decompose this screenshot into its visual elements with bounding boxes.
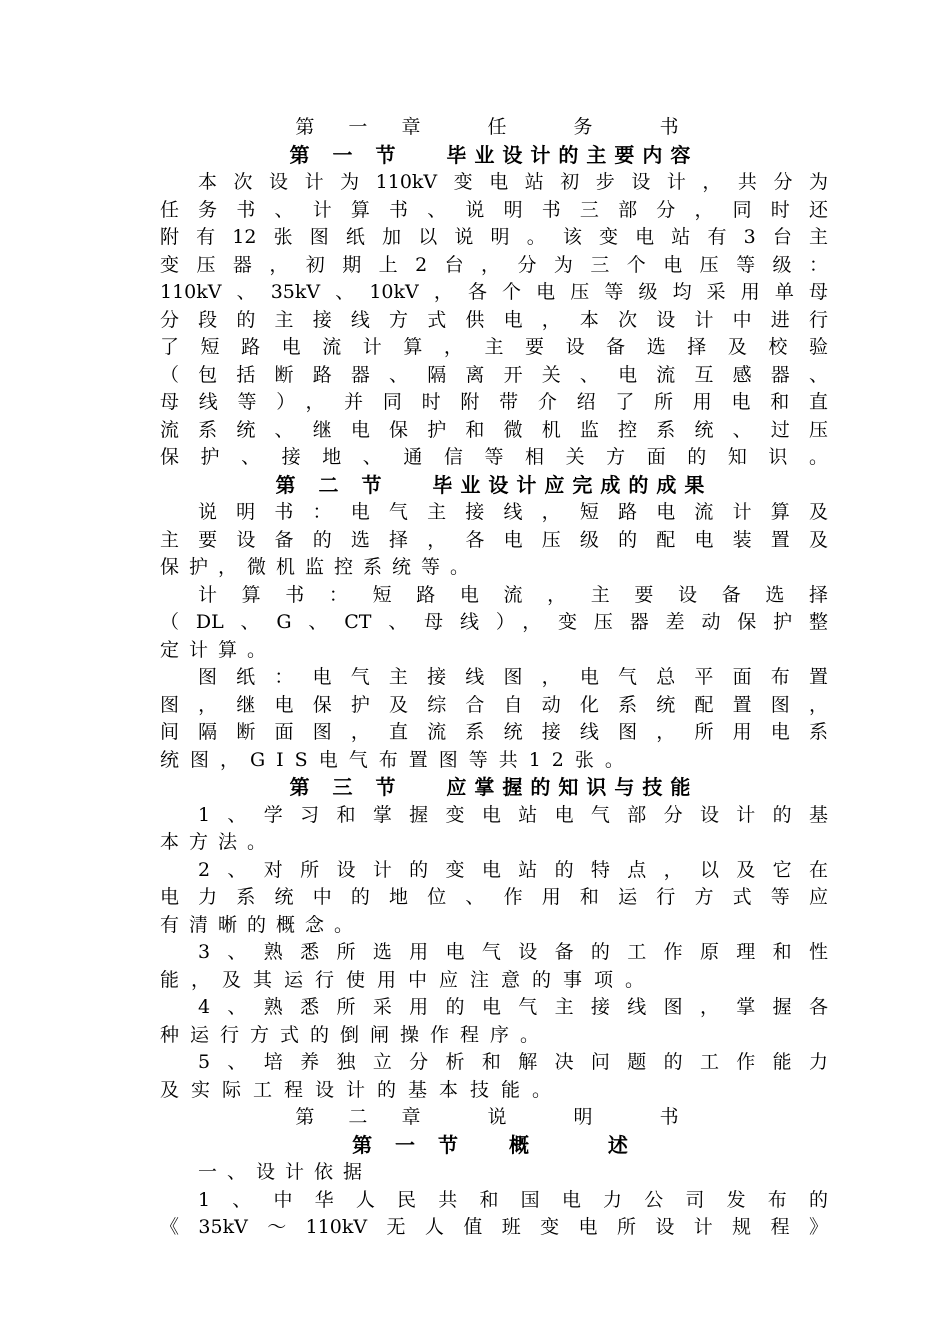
paragraph-line: 计算书：短路电流，主要设备选择 — [198, 583, 828, 606]
paragraph-line: 一、设计依据 — [198, 1161, 373, 1183]
paragraph-line: 统图，GIS电气布置图等共12张。 — [160, 748, 635, 771]
paragraph-line: 5、培养独立分析和解决问题的工作能力 — [198, 1051, 828, 1073]
paragraph-line: 图纸：电气主接线图，电气总平面布置 — [198, 666, 828, 688]
paragraph-line: 定计算。 — [160, 638, 277, 661]
paragraph-line: 1、中华人民共和国电力公司发布的 — [198, 1188, 828, 1211]
paragraph-line: 说明书：电气主接线，短路电流计算及 — [198, 501, 828, 523]
paragraph-line: 种运行方式的倒闸操作程序。 — [160, 1023, 551, 1046]
section-3-title: 第 三 节 应掌握的知识与技能 — [289, 775, 699, 799]
paragraph-line: 变压器，初期上2台，分为三个电压等级： — [160, 253, 828, 276]
paragraph-line: 能，及其运行使用中应注意的事项。 — [160, 968, 657, 991]
chapter-2-title: 第 二 章 说 明 书 — [295, 1106, 693, 1128]
paragraph-line: 《35kV～110kV无人值班变电所设计规程》 — [160, 1216, 828, 1238]
paragraph-line: 电力系统中的地位、作用和运行方式等应 — [160, 886, 828, 908]
section-4-title: 第 一 节 概 述 — [352, 1132, 636, 1157]
chapter-1-title: 第 一 章 任 务 书 — [295, 116, 693, 138]
paragraph-line: 4、熟悉所采用的电气主接线图，掌握各 — [198, 996, 828, 1018]
paragraph-line: 及实际工程设计的基本技能。 — [160, 1078, 564, 1101]
paragraph-line: 了短路电流计算，主要设备选择及校验 — [160, 336, 828, 358]
paragraph-line: 本方法。 — [160, 831, 277, 853]
paragraph-line: 母线等），并同时附带介绍了所用电和直 — [160, 391, 828, 413]
paragraph-line: 保护、接地、通信等相关方面的知识。 — [160, 446, 828, 468]
paragraph-line: 1、学习和掌握变电站电气部分设计的基 — [198, 803, 828, 826]
paragraph-line: （包括断路器、隔离开关、电流互感器、 — [160, 363, 828, 386]
paragraph-line: 110kV、35kV、10kV，各个电压等级均采用单母 — [160, 281, 828, 303]
paragraph-line: 附有12张图纸加以说明。该变电站有3台主 — [160, 226, 828, 248]
paragraph-line: 本次设计为110kV变电站初步设计，共分为 — [198, 171, 828, 193]
section-1-title: 第 一 节 毕业设计的主要内容 — [289, 142, 699, 167]
paragraph-line: 分段的主接线方式供电，本次设计中进行 — [160, 308, 828, 331]
paragraph-line: 图，继电保护及综合自动化系统配置图， — [160, 693, 828, 716]
paragraph-line: 任务书、计算书、说明书三部分，同时还 — [160, 198, 828, 221]
document-body — [160, 114, 828, 1242]
section-2-title: 第 二 节 毕业设计应完成的成果 — [275, 472, 713, 497]
paragraph-line: 主要设备的选择，各电压级的配电装置及 — [160, 528, 828, 551]
paragraph-line: 保护，微机监控系统等。 — [160, 556, 480, 578]
paragraph-line: 3、熟悉所选用电气设备的工作原理和性 — [198, 941, 828, 963]
paragraph-line: （DL、G、CT、母线），变压器差动保护整 — [160, 611, 828, 633]
paragraph-line: 流系统、继电保护和微机监控系统、过压 — [160, 418, 828, 441]
paragraph-line: 间隔断面图，直流系统接线图，所用电系 — [160, 721, 828, 743]
paragraph-line: 有清晰的概念。 — [160, 913, 364, 936]
paragraph-line: 2、对所设计的变电站的特点，以及它在 — [198, 858, 828, 881]
